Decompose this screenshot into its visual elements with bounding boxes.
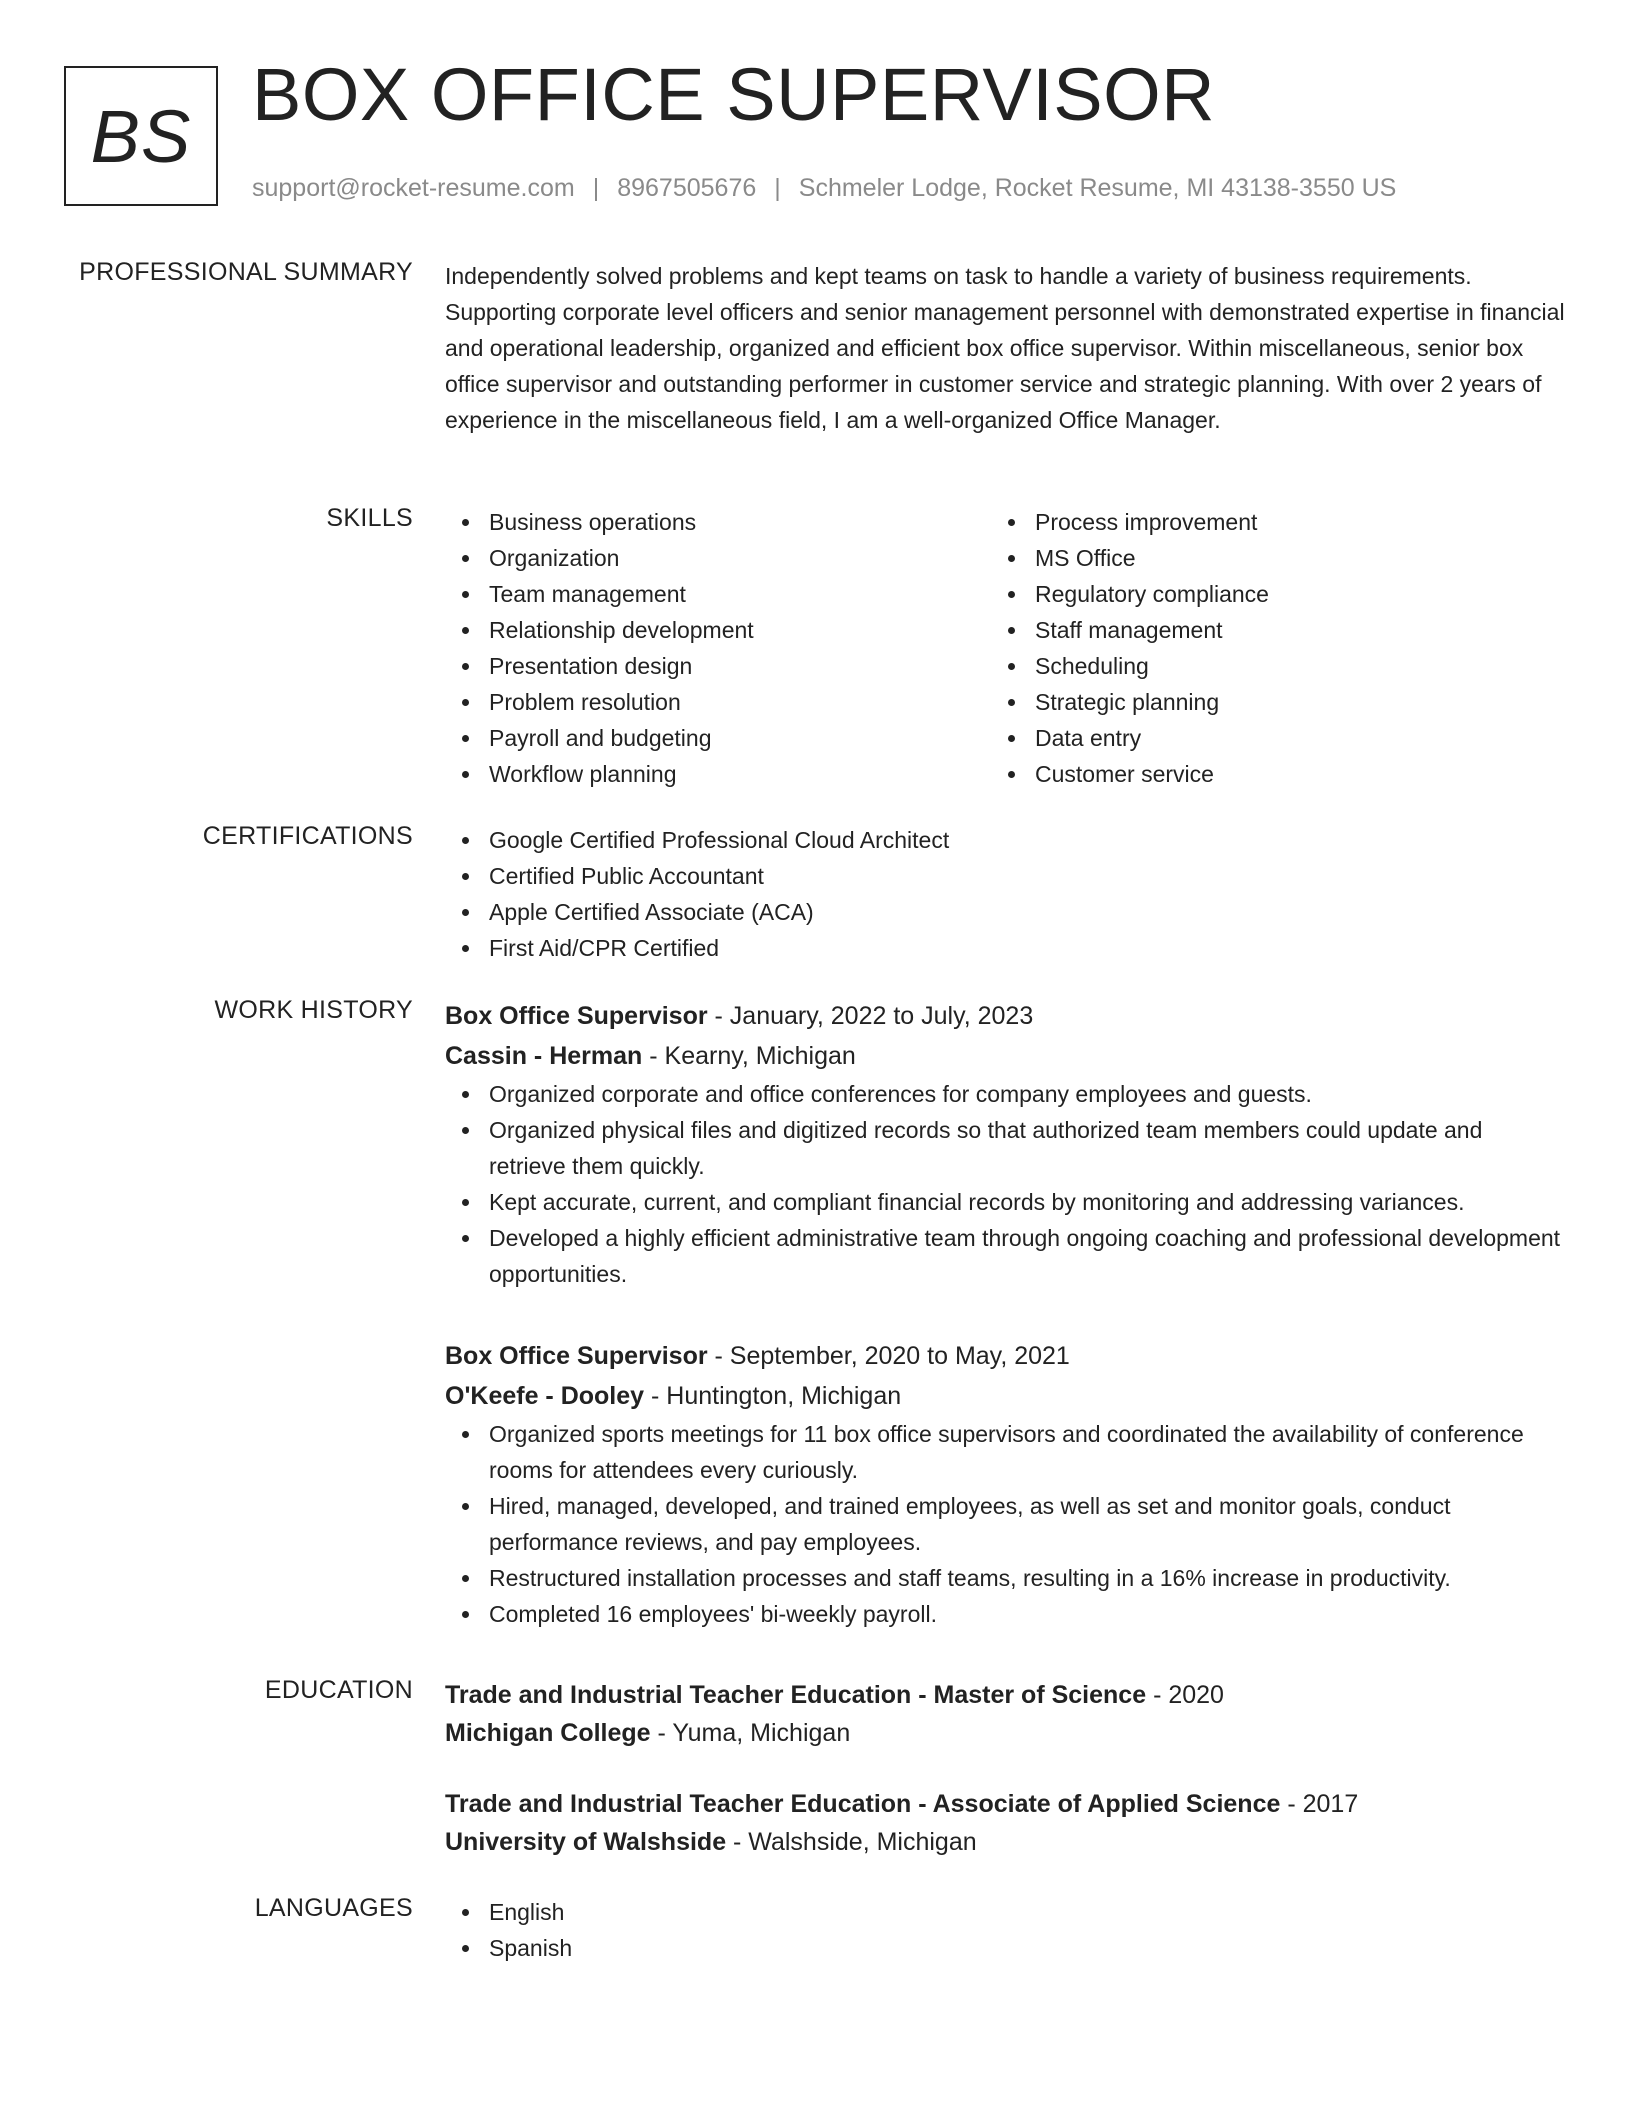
section-label-summary: PROFESSIONAL SUMMARY xyxy=(79,258,413,286)
education-school: Michigan College xyxy=(445,1719,651,1747)
skill-item: Payroll and budgeting xyxy=(445,720,991,756)
education-location: - Walshside, Michigan xyxy=(726,1828,977,1856)
summary-body xyxy=(445,258,1565,438)
language-item: Spanish xyxy=(445,1930,1565,1966)
education-school-line xyxy=(445,1823,1565,1861)
job-bullet: Organized corporate and office conferences for company employees and guests. xyxy=(445,1076,1565,1112)
job-location: - Kearny, Michigan xyxy=(642,1042,856,1070)
resume-title: BOX OFFICE SUPERVISOR xyxy=(252,53,1216,136)
education-location: - Yuma, Michigan xyxy=(650,1719,851,1747)
summary-text: Independently solved problems and kept teams on task to handle a variety of business requirements. Supporting corporate level officers and senior management personnel with demonstrated expertise in financial and operational leadership, organized and efficient box office supervisor. Within miscellaneous, senior box office supervisor and outstanding performer in customer service and strategic planning. With over 2 years of experience in the miscellaneous field, I am a well-organized Office Manager. xyxy=(445,263,1565,433)
education-degree: Trade and Industrial Teacher Education - Master of Science xyxy=(445,1681,1147,1709)
monogram-box xyxy=(64,66,218,206)
education-degree-line xyxy=(445,1676,1565,1714)
education-year: - 2020 xyxy=(1146,1681,1224,1709)
job-title: Box Office Supervisor xyxy=(445,1342,708,1370)
section-label-languages: LANGUAGES xyxy=(254,1894,413,1922)
job-bullet-list xyxy=(445,1416,1565,1632)
job-bullet: Developed a highly efficient administrative team through ongoing coaching and professional development opportunities. xyxy=(445,1220,1565,1292)
language-item: English xyxy=(445,1894,1565,1930)
skill-item: Regulatory compliance xyxy=(991,576,1537,612)
section-label-work-history: WORK HISTORY xyxy=(214,996,413,1024)
education-spacer xyxy=(445,1752,1565,1785)
languages-body xyxy=(445,1894,1565,1966)
certification-item: Certified Public Accountant xyxy=(445,858,1565,894)
section-label-certifications: CERTIFICATIONS xyxy=(202,822,413,850)
job-bullet: Kept accurate, current, and compliant financial records by monitoring and addressing variances. xyxy=(445,1184,1565,1220)
skill-item: Relationship development xyxy=(445,612,991,648)
contact-email[interactable]: support@rocket-resume.com xyxy=(252,174,575,202)
skill-item: Scheduling xyxy=(991,648,1537,684)
skill-item: Data entry xyxy=(991,720,1537,756)
job-bullet: Organized physical files and digitized records so that authorized team members could update and retrieve them quickly. xyxy=(445,1112,1565,1184)
skill-item: Team management xyxy=(445,576,991,612)
job-entry xyxy=(445,1336,1565,1632)
job-bullet: Completed 16 employees' bi-weekly payroll. xyxy=(445,1596,1565,1632)
skills-columns xyxy=(445,504,1565,792)
job-bullet: Hired, managed, developed, and trained employees, as well as set and monitor goals, conduct performance reviews, and pay employees. xyxy=(445,1488,1565,1560)
skill-item: Staff management xyxy=(991,612,1537,648)
job-dates: - January, 2022 to July, 2023 xyxy=(707,1002,1034,1030)
skills-list-right xyxy=(991,504,1537,792)
job-title-line xyxy=(445,996,1565,1036)
languages-list xyxy=(445,1894,1565,1966)
job-company: O'Keefe - Dooley xyxy=(445,1382,645,1410)
education-entry xyxy=(445,1785,1565,1861)
job-title-line xyxy=(445,1336,1565,1376)
certification-item: Google Certified Professional Cloud Architect xyxy=(445,822,1565,858)
job-dates: - September, 2020 to May, 2021 xyxy=(707,1342,1070,1370)
education-year: - 2017 xyxy=(1280,1790,1359,1818)
certifications-body xyxy=(445,822,1565,966)
contact-phone[interactable]: 8967505676 xyxy=(617,174,757,202)
contact-line xyxy=(252,174,1396,203)
contact-separator: | xyxy=(592,174,600,202)
section-label-skills: SKILLS xyxy=(326,504,413,532)
education-school: University of Walshside xyxy=(445,1828,727,1856)
job-company-line xyxy=(445,1376,1565,1416)
skill-item: Organization xyxy=(445,540,991,576)
education-degree-line xyxy=(445,1785,1565,1823)
skill-item: Problem resolution xyxy=(445,684,991,720)
job-location: - Huntington, Michigan xyxy=(644,1382,902,1410)
job-title: Box Office Supervisor xyxy=(445,1002,708,1030)
job-bullet: Restructured installation processes and staff teams, resulting in a 16% increase in productivity. xyxy=(445,1560,1565,1596)
contact-separator: | xyxy=(774,174,781,202)
certification-item: Apple Certified Associate (ACA) xyxy=(445,894,1565,930)
job-company: Cassin - Herman xyxy=(445,1042,643,1070)
education-degree: Trade and Industrial Teacher Education - Associate of Applied Science xyxy=(445,1790,1281,1818)
skill-item: Presentation design xyxy=(445,648,991,684)
section-label-education: EDUCATION xyxy=(264,1676,413,1704)
certification-item: First Aid/CPR Certified xyxy=(445,930,1565,966)
contact-address: Schmeler Lodge, Rocket Resume, MI 43138-3550 US xyxy=(798,174,1397,202)
job-bullet-list xyxy=(445,1076,1565,1292)
skill-item: Business operations xyxy=(445,504,991,540)
education-entry xyxy=(445,1676,1565,1752)
education-body xyxy=(445,1676,1565,1861)
work-history-body xyxy=(445,996,1565,1292)
certifications-list xyxy=(445,822,1565,966)
skill-item: Strategic planning xyxy=(991,684,1537,720)
skill-item: MS Office xyxy=(991,540,1537,576)
skills-body xyxy=(445,504,1565,792)
education-school-line xyxy=(445,1714,1565,1752)
skill-item: Workflow planning xyxy=(445,756,991,792)
job-bullet: Organized sports meetings for 11 box office supervisors and coordinated the availability of conference rooms for attendees every curiously. xyxy=(445,1416,1565,1488)
skill-item: Customer service xyxy=(991,756,1537,792)
skills-list-left xyxy=(445,504,991,792)
work-history-body-2 xyxy=(445,1336,1565,1632)
job-company-line xyxy=(445,1036,1565,1076)
monogram-initials: BS xyxy=(90,94,192,178)
skill-item: Process improvement xyxy=(991,504,1537,540)
job-entry xyxy=(445,996,1565,1292)
